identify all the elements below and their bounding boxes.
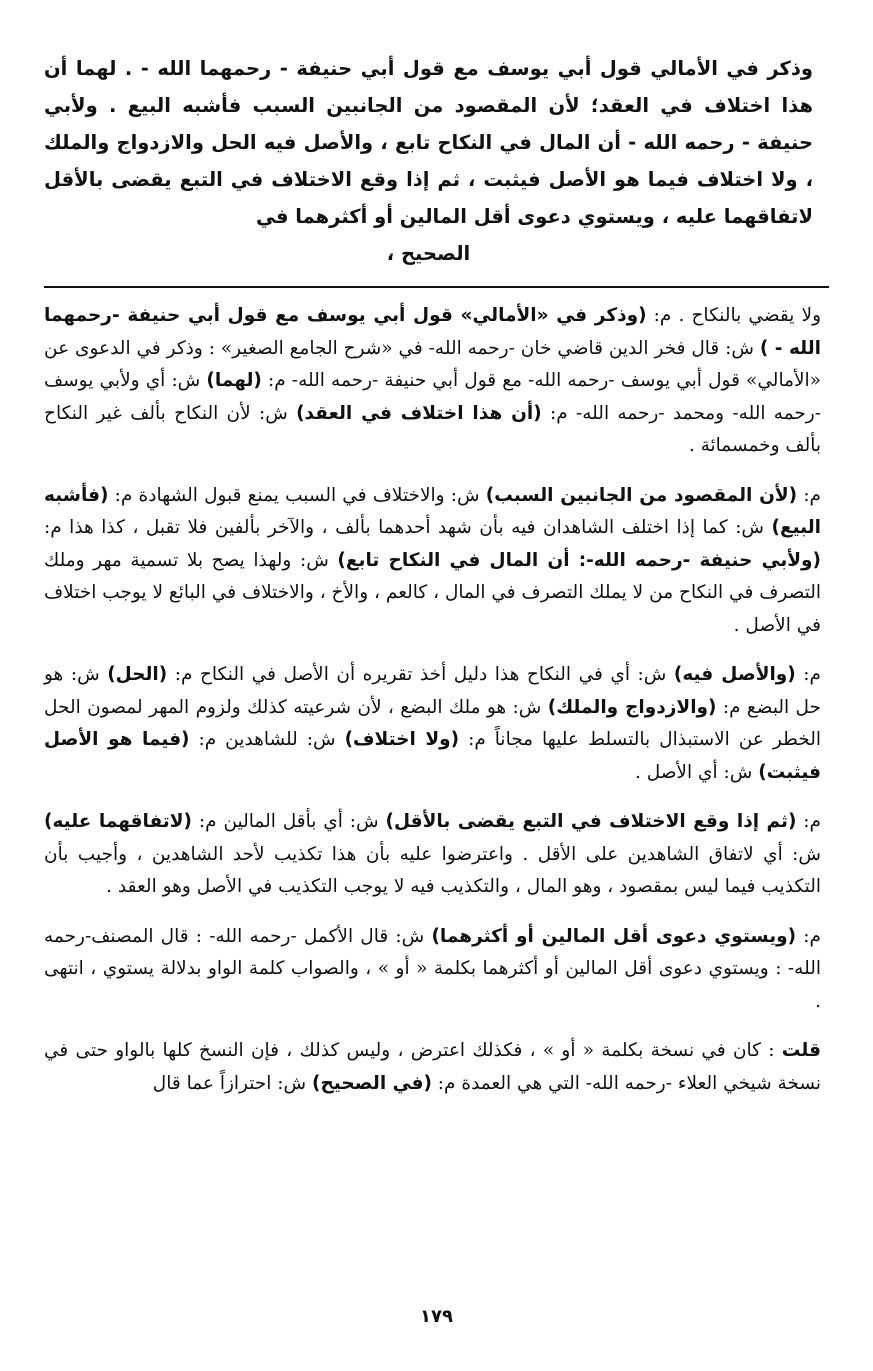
commentary-text: ش: لأن النكاح بألف غير النكاح بألف وخمسمائة . xyxy=(44,402,821,456)
commentary-text: ش: كما إذا اختلف الشاهدان فيه بأن شهد أحدهما بألف ، والآخر بألفين فلا تقبل ، كذا هذا م: xyxy=(44,517,772,538)
author-note-label: قلت xyxy=(781,1040,821,1061)
quoted-matn: (فأشبه البيع) xyxy=(44,484,821,538)
quoted-matn: (وذكر في «الأمالي» قول أبي يوسف مع قول أبي حنيفة -رحمهما الله - ) xyxy=(44,305,822,359)
quoted-matn: (الحل) xyxy=(107,664,168,685)
commentary-text: ش: أي بأقل المالين م: xyxy=(191,811,386,832)
quoted-matn: (ولا اختلاف) xyxy=(344,729,460,750)
quoted-matn: (أن هذا اختلاف في العقد) xyxy=(296,402,542,424)
commentary-paragraph-1 xyxy=(44,300,821,463)
commentary-text: ش: أي ولأبي يوسف -رحمه الله- ومحمد -رحمه الله- م: xyxy=(44,370,821,424)
commentary-text: ش: أي الأصل . xyxy=(634,761,759,783)
commentary-paragraph-2 xyxy=(44,480,821,643)
commentary-text: م: xyxy=(797,484,822,506)
main-text-block xyxy=(44,50,813,272)
quoted-matn: (ثم إذا وقع الاختلاف في التبع يقضى بالأقل) xyxy=(385,811,797,832)
commentary-text: ش: أي لاتفاق الشاهدين على الأقل . واعترضوا عليه بأن هذا تكذيب لأحد الشاهدين ، وأجيب بأن التكذيب فيما ليس بمقصود ، وهو المال ، والتكذيب فيه لا يوجب التكذيب في الأصل وهو العقد . xyxy=(44,843,821,897)
commentary-text: ولا يقضي بالنكاح . م: xyxy=(646,305,822,326)
commentary-text: : كان في نسخة بكلمة « أو » ، فكذلك اعترض ، وليس كذلك ، فإن النسخ كلها بالواو حتى في نسخة شيخي العلاء -رحمه الله- التي هي العمدة م: xyxy=(44,1040,821,1094)
quoted-matn: (فيما هو الأصل فيثبت) xyxy=(44,729,821,783)
quoted-matn: (ويستوي دعوى أقل المالين أو أكثرهما) xyxy=(431,925,797,947)
commentary-paragraph-5 xyxy=(44,921,821,1019)
commentary-paragraph-3 xyxy=(44,659,821,789)
commentary-paragraph-6 xyxy=(44,1035,821,1100)
separator-rule xyxy=(44,286,829,288)
quoted-matn: (والأصل فيه) xyxy=(673,664,796,685)
commentary-text: ش: ولهذا يصح بلا تسمية مهر وملك التصرف في النكاح من لا يملك التصرف في المال ، كالعم ، والأخ ، والاختلاف في البائع لا يوجب اختلاف في الأصل . xyxy=(44,549,821,636)
commentary-text: ش: أي في النكاح هذا دليل أخذ تقريره أن الأصل في النكاح م: xyxy=(167,664,674,685)
commentary-text: م: xyxy=(795,664,821,685)
quoted-matn: (لهما) xyxy=(206,370,262,391)
commentary-text: ش: قال فخر الدين قاضي خان -رحمه الله- في «شرح الجامع الصغير» : وذكر في الدعوى عن «الأمالي» قول أبي يوسف -رحمه الله- مع قول أبي حنيفة -رحمه الله- م: xyxy=(44,337,821,391)
commentary-text: ش: احترازاً عما قال xyxy=(152,1072,312,1094)
commentary-text: م: xyxy=(796,925,821,947)
quoted-matn: (في الصحيح) xyxy=(312,1072,432,1094)
page-number: ١٧٩ xyxy=(420,1306,453,1327)
quoted-matn: (لأن المقصود من الجانبين السبب) xyxy=(485,484,798,506)
commentary-text: م: xyxy=(796,811,821,832)
commentary-paragraph-4 xyxy=(44,806,821,904)
commentary-text: ش: هو حل البضع م: xyxy=(44,664,821,718)
commentary-text: ش: هو ملك البضع ، لأن شرعيته كذلك ولزوم المهر لمصون الحل الخطر عن الاستبذال بالتسلط عليها مجاناً م: xyxy=(44,696,821,750)
commentary-text: ش: للشاهدين م: xyxy=(189,729,345,750)
quoted-matn: (ولأبي حنيفة -رحمه الله-: أن المال في النكاح تابع) xyxy=(337,549,821,571)
commentary-text: ش: قال الأكمل -رحمه الله- : قال المصنف-رحمه الله- : ويستوي دعوى أقل المالين أو أكثرهما بكلمة « أو » ، والصواب كلمة الواو بدلالة يستوي ، انتهى . xyxy=(44,925,821,1012)
commentary-block xyxy=(44,300,821,1117)
commentary-text: ش: والاختلاف في السبب يمنع قبول الشهادة م: xyxy=(108,484,486,506)
quoted-matn: (والازدواج والملك) xyxy=(547,696,717,718)
quoted-matn: (لاتفاقهما عليه) xyxy=(44,811,192,832)
main-text-body: وذكر في الأمالي قول أبي يوسف مع قول أبي حنيفة - رحمهما الله - . لهما أن هذا اختلاف في العقد؛ لأن المقصود من الجانبين السبب فأشبه البيع . ولأبي حنيفة - رحمه الله - أن المال في النكاح تابع ، والأصل فيه الحل والازدواج والملك ، ولا اختلاف فيما هو الأصل فيثبت ، ثم إذا وقع الاختلاف في التبع يقضى بالأقل لاتفاقهما عليه ، ويستوي دعوى أقل المالين أو أكثرهما في xyxy=(44,57,813,228)
main-text-last-line: الصحيح ، xyxy=(386,242,471,265)
